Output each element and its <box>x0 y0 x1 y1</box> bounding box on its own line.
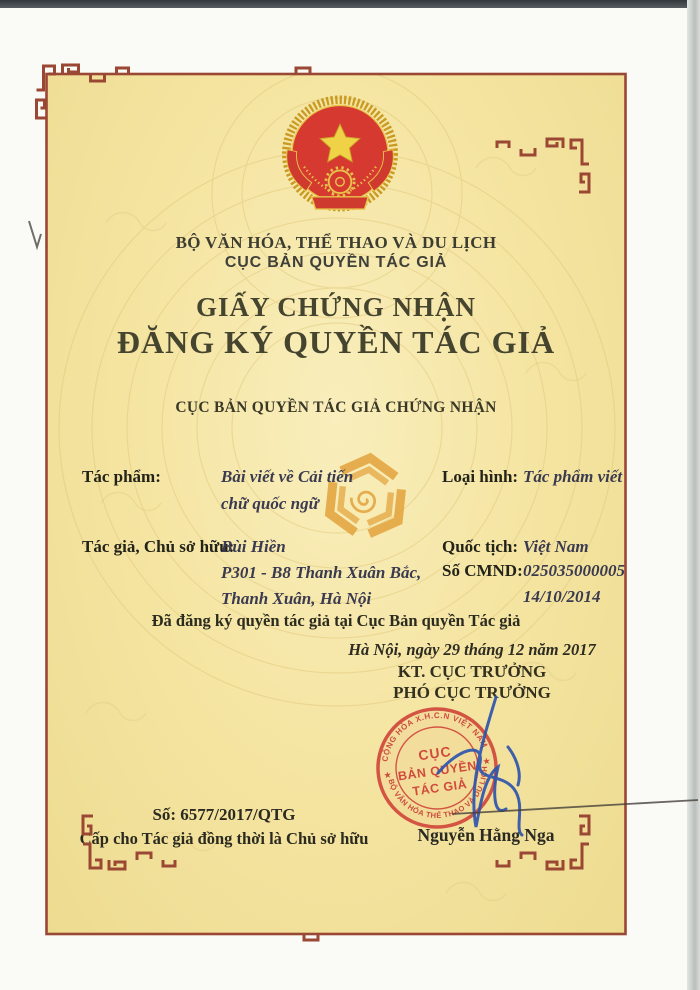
certificate-title-line1: GIẤY CHỨNG NHẬN <box>196 292 476 322</box>
seal-arc-bottom-text: BỘ VĂN HÓA THỂ THAO VÀ DU LỊCH <box>386 765 490 821</box>
seal-star-right-icon: ★ <box>481 755 492 767</box>
certificate-number: Số: 6577/2017/QTG <box>152 805 296 824</box>
work-value-line1: Bài viết về Cải tiến <box>221 467 354 486</box>
author-name: Bùi Hiền <box>221 537 286 556</box>
signer-role-line1: KT. CỤC TRƯỞNG <box>397 662 547 681</box>
author-address-line2: Thanh Xuân, Hà Nội <box>221 589 372 608</box>
work-value-line2: chữ quốc ngữ <box>221 494 319 513</box>
issued-to-line: Cấp cho Tác giả đồng thời là Chủ sở hữu <box>79 829 369 848</box>
id-number: 025035000005 <box>523 561 625 580</box>
seal-center-line3: TÁC GIẢ <box>411 777 468 799</box>
fold-line <box>452 800 698 814</box>
signer-role-line2: PHÓ CỤC TRƯỞNG <box>393 683 551 702</box>
seal-star-left-icon: ★ <box>382 769 393 781</box>
signer-name: Nguyễn Hằng Nga <box>417 825 555 845</box>
seal-center-line2: BẢN QUYỀN <box>397 758 478 784</box>
author-address-line1: P301 - B8 Thanh Xuân Bắc, <box>221 563 422 582</box>
pen-mark <box>29 221 41 247</box>
place-and-date: Hà Nội, ngày 29 tháng 12 năm 2017 <box>348 640 596 659</box>
ministry-name: BỘ VĂN HÓA, THỂ THAO VÀ DU LỊCH <box>175 233 497 252</box>
work-label: Tác phẩm: <box>82 467 161 486</box>
nationality-label: Quốc tịch: <box>442 537 519 556</box>
nationality-value: Việt Nam <box>523 537 589 556</box>
registration-statement: Đã đăng ký quyền tác giả tại Cục Bản quyền Tác giả <box>151 611 521 630</box>
seal-arc-top-text: CỘNG HÒA X.H.C.N VIỆT NAM <box>380 710 490 763</box>
author-label: Tác giả, Chủ sở hữu: <box>82 537 235 556</box>
type-label: Loại hình: <box>442 467 519 486</box>
certifier-line: CỤC BẢN QUYỀN TÁC GIẢ CHỨNG NHẬN <box>175 399 497 416</box>
certificate-title-line2: ĐĂNG KÝ QUYỀN TÁC GIẢ <box>116 324 556 360</box>
id-label: Số CMND: <box>442 561 523 580</box>
type-value: Tác phẩm viết <box>523 467 623 486</box>
seal-center-line1: CỤC <box>417 742 453 764</box>
id-date: 14/10/2014 <box>523 587 601 606</box>
agency-name: CỤC BẢN QUYỀN TÁC GIẢ <box>224 254 448 271</box>
